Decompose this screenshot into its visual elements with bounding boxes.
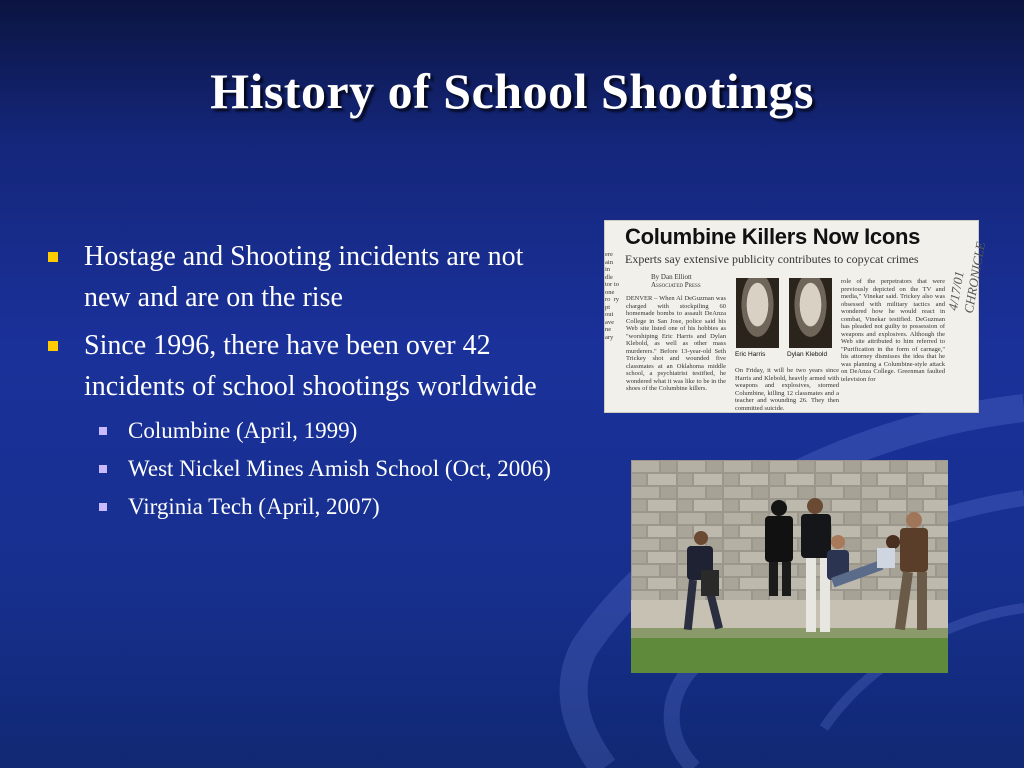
newspaper-column: DENVER – When Al DeGuzman was charged with stockpiling 60 homemade bombs to assault DeAnza College in San Jose, police said his Web site listed one of his hobbies as "worshiping Eric Harris and Dylan Klebold, as well as other mass murderers." Before 13-year-old Seth Trickey shot and wounded five classmates at an Oklahoma middle school, a psychiatrist testified, he wondered what it was like to be in the shoes of the Columbine killers.: [626, 295, 726, 392]
newspaper-subhead: Experts say extensive publicity contributes to copycat crimes: [625, 252, 919, 266]
photo-caption: Dylan Klebold: [787, 351, 828, 358]
square-bullet-icon: [99, 465, 107, 473]
newspaper-clipping-image: [605, 221, 989, 412]
sub-bullet-text: West Nickel Mines Amish School (Oct, 2006): [128, 456, 551, 481]
newspaper-edge-text: ere ain in dle tor to one ro ry pt out ave ne ary: [605, 251, 619, 341]
bullet-list: [44, 236, 574, 528]
bullet-text: Since 1996, there have been over 42 incidents of school shootings worldwide: [84, 330, 537, 402]
sub-bullet-item: [44, 452, 574, 486]
square-bullet-icon: [48, 341, 58, 351]
police-rescue-photo: [631, 460, 948, 673]
portrait-photo: [789, 278, 832, 348]
sub-bullet-item: [44, 414, 574, 448]
bullet-text: Hostage and Shooting incidents are not new and are on the rise: [84, 241, 524, 313]
sub-bullet-text: Virginia Tech (April, 2007): [128, 494, 380, 519]
newspaper-byline: [651, 273, 701, 289]
handwritten-note: 4/17/01 CHRONICLE: [945, 240, 989, 315]
bullet-item: [44, 325, 574, 407]
square-bullet-icon: [99, 427, 107, 435]
sub-bullet-item: [44, 490, 574, 524]
bullet-item: [44, 236, 574, 318]
square-bullet-icon: [48, 252, 58, 262]
sub-bullet-text: Columbine (April, 1999): [128, 418, 358, 443]
newspaper-headline: Columbine Killers Now Icons: [625, 224, 921, 249]
portrait-photo: [736, 278, 779, 348]
photo-caption: Eric Harris: [735, 351, 766, 358]
slide-title: History of School Shootings: [210, 63, 814, 119]
byline-agency: Associated Press: [651, 281, 701, 289]
newspaper-column: role of the perpetrators that were previously depicted on the TV and media," Vinekar said. Trickey also was obsessed with military tactics and wondered how he would react in combat, Vinekar testified. DeGuzman has pleaded not guilty to possession of weapons and explosives. Although the Web site attributed to him referred to "Purification in the form of carnage," his attorney dismisses the idea that he was planning a Columbine-style attack on DeAnza College. Greenman faulted television for: [841, 278, 945, 383]
square-bullet-icon: [99, 503, 107, 511]
byline-author: By Dan Elliott: [651, 273, 692, 281]
newspaper-column: On Friday, it will be two years since Harris and Klebold, heavily armed with weapons and explosives, stormed Columbine, killing 12 classmates and a teacher and wounding 26. They then committed suicide.: [735, 367, 839, 412]
